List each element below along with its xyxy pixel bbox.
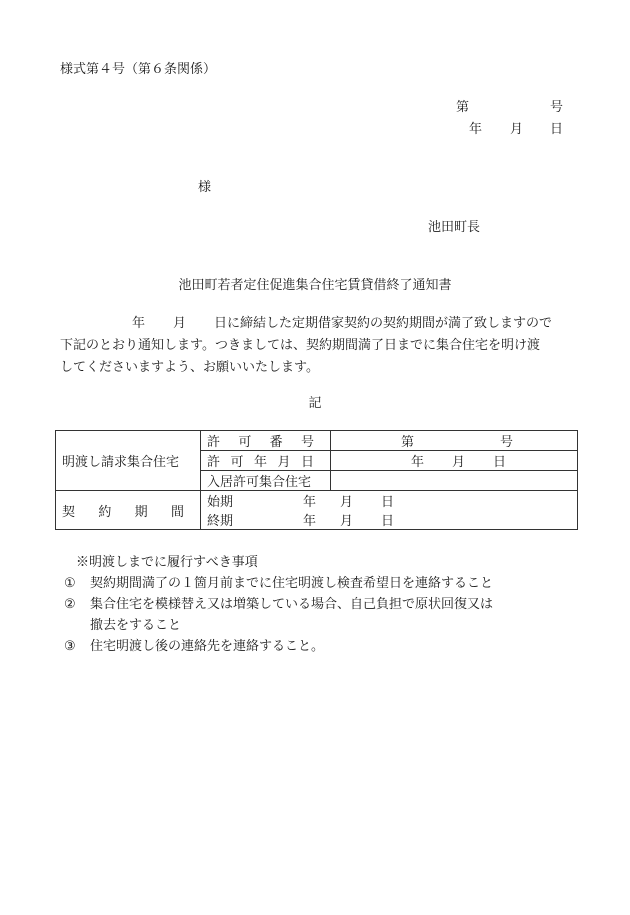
- notes-section: [64, 552, 576, 657]
- list-item: 撤去をすること: [90, 618, 182, 633]
- body-line-2: 下記のとおり通知します。つきましては、契約期間満了日までに集合住宅を明け渡: [60, 338, 540, 353]
- permitted-housing-label: 入居許可集合住宅: [201, 471, 331, 491]
- date-year: 年: [469, 122, 483, 137]
- permit-date-value: 年 月 日: [331, 451, 578, 471]
- notes-heading: ※明渡しまでに履行すべき事項: [76, 555, 258, 570]
- permit-number-value: 第 号: [331, 431, 578, 451]
- period-start-row: 始期 年 月 日: [201, 491, 578, 511]
- table-row: [56, 431, 578, 451]
- body-year: 年: [132, 316, 146, 331]
- body-line-1-rest: 日に締結した定期借家契約の契約期間が満了致しますので: [214, 316, 553, 331]
- date-day: 日: [550, 122, 564, 137]
- list-item: ① 契約期間満了の１箇月前までに住宅明渡し検査希望日を連絡すること: [64, 576, 494, 591]
- date-month: 月: [510, 122, 524, 137]
- sender-name: 池田町長: [428, 220, 481, 235]
- group-label-housing: 明渡し請求集合住宅: [56, 431, 201, 491]
- doc-number-suffix: 号: [550, 100, 564, 115]
- body-paragraph: [60, 313, 572, 379]
- table-row: [56, 491, 578, 511]
- body-month: 月: [173, 316, 187, 331]
- body-line-3: してくださいますよう、お願いいたします。: [60, 360, 319, 375]
- permitted-housing-value: [331, 471, 578, 491]
- form-number: 様式第４号（第６条関係）: [60, 62, 217, 77]
- permit-number-label: 許 可 番 号: [201, 431, 331, 451]
- permit-date-label: 許 可 年 月 日: [201, 451, 331, 471]
- ki-heading: 記: [308, 396, 322, 411]
- document-title: 池田町若者定住促進集合住宅賃貸借終了通知書: [178, 278, 452, 293]
- doc-number-prefix: 第: [456, 100, 470, 115]
- period-end-row: 終期 年 月 日: [201, 510, 578, 530]
- list-item: ③ 住宅明渡し後の連絡先を連絡すること。: [64, 639, 325, 654]
- addressee-honorific: 様: [198, 180, 212, 195]
- list-item: ② 集合住宅を模様替え又は増築している場合、自己負担で原状回復又は: [64, 597, 494, 612]
- info-table: [55, 430, 578, 530]
- body-line-1: [60, 313, 572, 335]
- group-label-contract-period: 契 約 期 間: [56, 491, 201, 530]
